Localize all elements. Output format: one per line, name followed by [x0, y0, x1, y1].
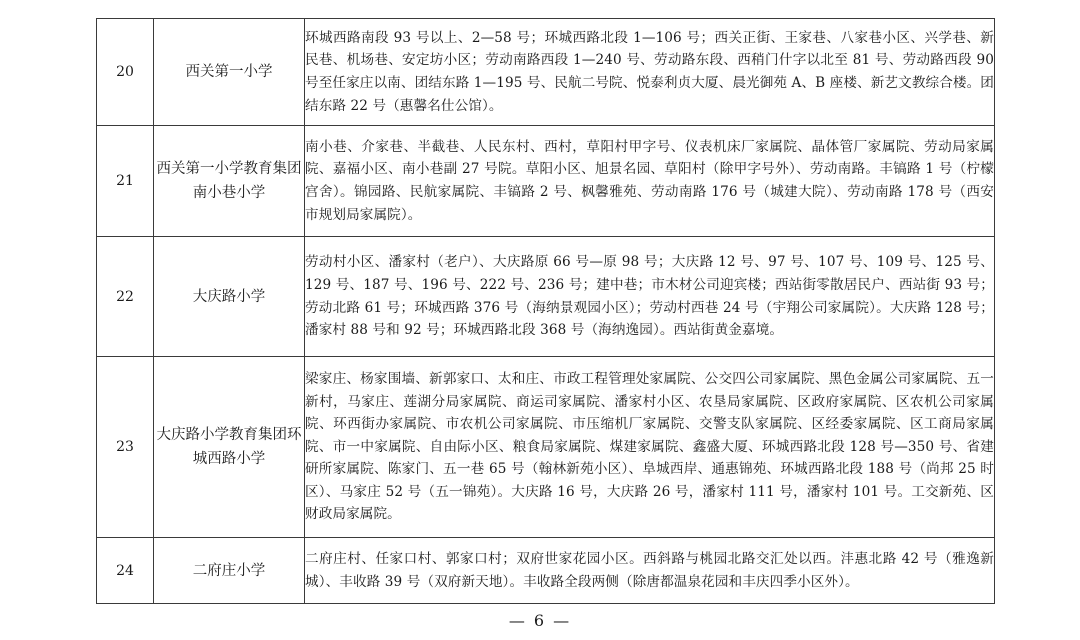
school-name: 大庆路小学教育集团环城西路小学	[154, 357, 305, 538]
row-number: 24	[97, 538, 154, 604]
enrollment-area: 梁家庄、杨家围墙、新郭家口、太和庄、市政工程管理处家属院、公交四公司家属院、黑色金属公司家属院、五一新村，马家庄、莲湖分局家属院、商运司家属院、潘家村小区、农垦局家属院、区政府家属院、区农机公司家属院、环西街办家属院、市农机公司家属院、市压缩机厂家属院、交警支队家属院、区经委家属院、区工商局家属院、市一中家属院、自由际小区、粮食局家属院、煤建家属院、鑫盛大厦、环城西路北段 128 号—350 号、省建研所家属院、陈家门、五一巷 65 号（翰林新苑小区）、阜城西岸、通惠锦苑、环城西路北段 188 号（尚邦 25 时区）、马家庄 52 号（五一锦苑）。大庆路 16 号，大庆路 26 号，潘家村 111 号，潘家村 101 号。工交新苑、区财政局家属院。	[305, 357, 995, 538]
row-number: 22	[97, 237, 154, 357]
school-name: 二府庄小学	[154, 538, 305, 604]
enrollment-area: 劳动村小区、潘家村（老户）、大庆路原 66 号—原 98 号；大庆路 12 号、97 号、107 号、109 号、125 号、129 号、187 号、196 号、222 号、236 号；建中巷；市木材公司迎宾楼；西站街零散居民户、西站街 93 号；劳动北路 61 号；环城西路 376 号（海纳景观园小区）；劳动村西巷 24 号（宇翔公司家属院）。大庆路 128 号；潘家村 88 号和 92 号；环城西路北段 368 号（海纳逸园）。西站街黄金嘉境。	[305, 237, 995, 357]
table-row	[97, 357, 995, 538]
table-row	[97, 237, 995, 357]
school-name: 西关第一小学教育集团南小巷小学	[154, 126, 305, 237]
school-name: 大庆路小学	[154, 237, 305, 357]
row-number: 20	[97, 19, 154, 126]
table-row	[97, 126, 995, 237]
enrollment-area: 环城西路南段 93 号以上、2—58 号；环城西路北段 1—106 号；西关正街、王家巷、八家巷小区、兴学巷、新民巷、机场巷、安定坊小区；劳动南路西段 1—240 号、劳动路东段、西稍门什字以北至 81 号、劳动路西段 90 号至任家庄以南、团结东路 1—195 号、民航二号院、悦泰利贞大厦、晨光御苑 A、B 座楼、新艺文教综合楼。团结东路 22 号（惠馨名仕公馆）。	[305, 19, 995, 126]
school-name: 西关第一小学	[154, 19, 305, 126]
enrollment-area: 二府庄村、任家口村、郭家口村；双府世家花园小区。西斜路与桃园北路交汇处以西。沣惠北路 42 号（雅逸新城）、丰收路 39 号（双府新天地）。丰收路全段两侧（除唐都温泉花园和丰庆四季小区外）。	[305, 538, 995, 604]
row-number: 21	[97, 126, 154, 237]
page-number: — 6 —	[508, 611, 572, 630]
table-row	[97, 19, 995, 126]
enrollment-area: 南小巷、介家巷、半截巷、人民东村、西村，草阳村甲字号、仪表机床厂家属院、晶体管厂家属院、劳动局家属院、嘉福小区、南小巷副 27 号院。草阳小区、旭景名园、草阳村（除甲字号外）、劳动南路。丰镐路 1 号（柠檬宫舍）。锦园路、民航家属院、丰镐路 2 号、枫馨雅苑、劳动南路 176 号（城建大院）、劳动南路 178 号（西安市规划局家属院）。	[305, 126, 995, 237]
table-row	[97, 538, 995, 604]
row-number: 23	[97, 357, 154, 538]
school-district-table	[96, 18, 995, 604]
